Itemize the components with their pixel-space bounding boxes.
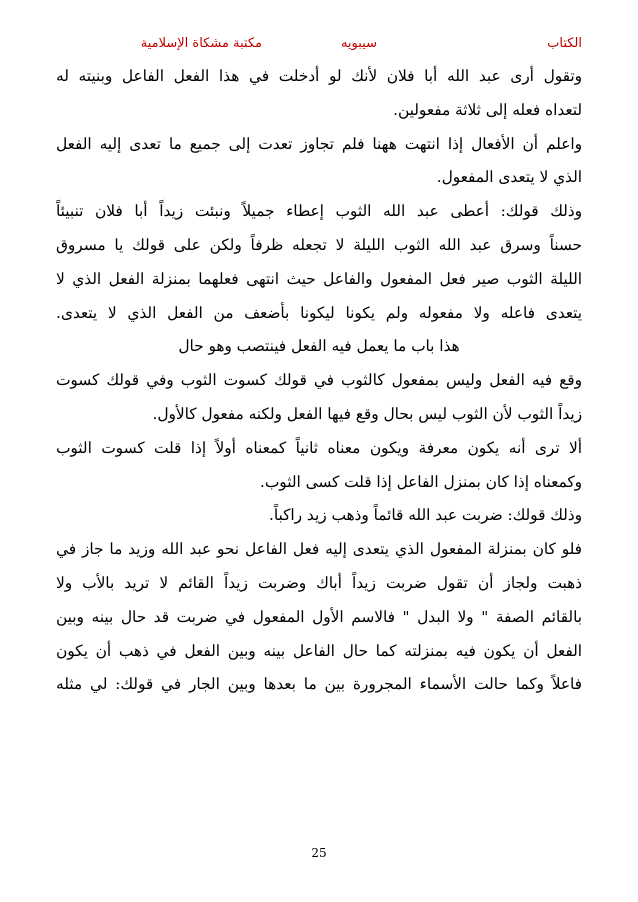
text-line: فاعلاً وكما حالت الأسماء المجرورة بين ما بعدها وبين الجار في قولك: لي مثله <box>56 675 582 694</box>
text-line: حسناً وسرق عبد الله الثوب الليلة لا تجعله ظرفاً ولكن على قولك يا مسروق <box>56 235 582 254</box>
text-line: واعلم أن الأفعال إذا انتهت ههنا فلم تجاوز تعدت إلى جميع ما تعدى إليه الفعل <box>56 134 582 153</box>
text-line: الذي لا يتعدى المفعول. <box>436 168 582 187</box>
text-line: وذلك قولك: ضربت عبد الله قائماً وذهب زيد راكباً. <box>269 506 582 525</box>
text-line: الفعل أن يكون فيه بمنزلته كما حال الفاعل بينه وبين الفعل في ذهب أن يكون <box>56 641 582 660</box>
page-number: 25 <box>311 846 327 860</box>
text-line: يتعدى فاعله ولا مفعوله ولم يكونا ليكونا بأضعف من الفعل الذي لا يتعدى. <box>56 303 582 322</box>
text-line: وكمعناه إذا كان بمنزل الفاعل إذا قلت كسى الثوب. <box>260 472 582 491</box>
section-heading: هذا باب ما يعمل فيه الفعل فينتصب وهو حال <box>178 337 460 356</box>
text-line: فلو كان بمنزلة المفعول الذي يتعدى إليه فعل الفاعل نحو عبد الله وزيد ما جاز في <box>56 540 582 559</box>
text-line: وذلك قولك: أعطى عبد الله الثوب إعطاء جميلاً ونبئت زيداً أبا فلان تنبيئاً <box>56 202 582 221</box>
header-book-label: الكتاب <box>547 36 582 51</box>
text-line: بالقائم الصفة " ولا البدل " فالاسم الأول المفعول في ضربت قد حال بينه وبين <box>56 607 582 626</box>
text-line: ألا ترى أنه يكون معرفة ويكون معناه ثانياً كمعناه أولاً إذا قلت كسوت الثوب <box>56 438 582 457</box>
text-line: وتقول أرى عبد الله أبا فلان لأنك لو أدخلت في هذا الفعل الفاعل وبنيته له <box>56 67 582 85</box>
header-library: مكتبة مشكاة الإسلامية <box>140 36 262 51</box>
running-header <box>80 36 582 56</box>
body-text <box>56 60 582 702</box>
text-line: زيداً الثوب لأن الثوب ليس بحال وقع فيها الفعل ولكنه مفعول كالأول. <box>152 404 582 423</box>
text-line: وقع فيه الفعل وليس بمفعول كالثوب في قولك كسوت الثوب وفي قولك كسوت <box>56 371 582 390</box>
text-line: لتعداه فعله إلى ثلاثة مفعولين. <box>393 100 582 119</box>
text-line: ذهبت ولجاز أن تقول ضربت زيداً أباك وضربت زيداً القائم لا تريد بالأب ولا <box>56 573 582 592</box>
text-line: الليلة الثوب صير فعل المفعول والفاعل حيث انتهى فعلهما بمنزلة الفعل الذي لا <box>56 269 582 288</box>
header-author: سيبويه <box>340 36 377 51</box>
